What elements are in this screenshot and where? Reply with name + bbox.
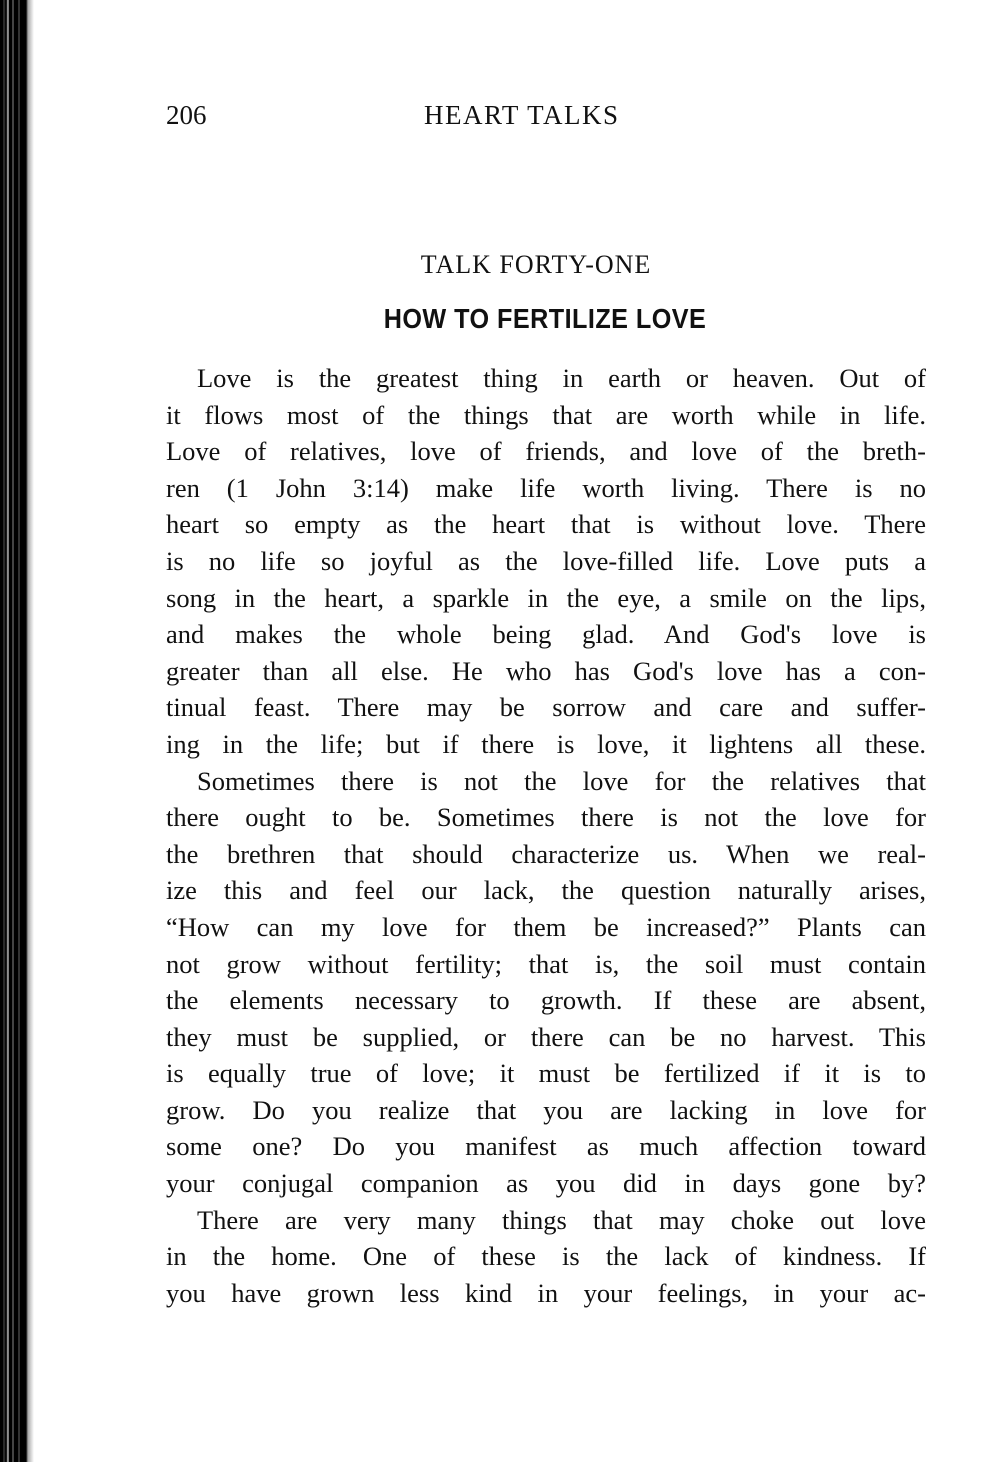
text-line: “How can my love for them be increased?” Plants can — [166, 911, 926, 942]
text-line: Love is the greatest thing in earth or heaven. Out of — [197, 363, 926, 393]
text-line: they must be supplied, or there can be no harvest. This — [166, 1021, 926, 1052]
text-line: ren (1 John 3:14) make life worth living. There is no — [166, 472, 926, 503]
page-number: 206 — [166, 100, 207, 130]
text-line: it flows most of the things that are worth while in life. — [166, 399, 926, 430]
book-binding-edge — [0, 0, 34, 1462]
text-line: grow. Do you realize that you are lacking in love for — [166, 1094, 926, 1125]
text-line: ing in the life; but if there is love, it lightens all these. — [166, 728, 926, 759]
text-line: is equally true of love; it must be fertilized if it is to — [166, 1058, 926, 1089]
text-line: tinual feast. There may be sorrow and care and suffer- — [166, 692, 926, 723]
text-line: and makes the whole being glad. And God's love is — [166, 619, 926, 650]
running-title: HEART TALKS — [424, 100, 620, 130]
text-line: There are very many things that may choke out love — [197, 1204, 926, 1235]
text-line: Sometimes there is not the love for the relatives that — [197, 765, 926, 796]
text-line: the brethren that should characterize us. When we real- — [166, 838, 926, 869]
text-line: is no life so joyful as the love-filled life. Love puts a — [166, 545, 926, 576]
text-line: song in the heart, a sparkle in the eye, a smile on the lips, — [166, 582, 926, 613]
text-line: in the home. One of these is the lack of kindness. If — [166, 1241, 926, 1272]
text-line: Love of relatives, love of friends, and love of the breth- — [166, 436, 926, 467]
text-line: heart so empty as the heart that is without love. There — [166, 509, 926, 540]
chapter-heading: HOW TO FERTILIZE LOVE — [383, 303, 707, 334]
text-line: not grow without fertility; that is, the soil must contain — [166, 948, 926, 979]
talk-label: TALK FORTY-ONE — [420, 250, 652, 279]
text-line: your conjugal companion as you did in days gone by? — [166, 1168, 926, 1199]
text-line: greater than all else. He who has God's love has a con- — [166, 655, 926, 686]
text-line: ize this and feel our lack, the question naturally arises, — [166, 875, 926, 906]
body-text — [166, 360, 926, 1311]
text-line: some one? Do you manifest as much affection toward — [166, 1131, 926, 1162]
text-line: the elements necessary to growth. If these are absent, — [166, 985, 926, 1016]
text-line: there ought to be. Sometimes there is not the love for — [166, 802, 926, 833]
text-line: you have grown less kind in your feelings, in your ac- — [166, 1277, 926, 1308]
